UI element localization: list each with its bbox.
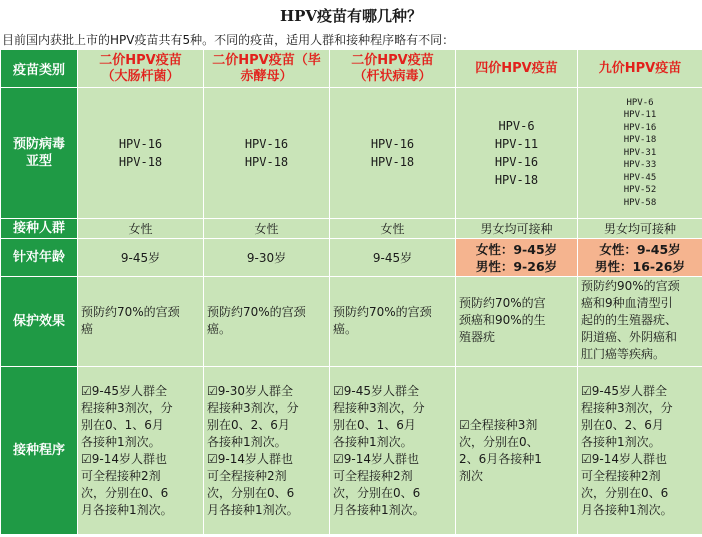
subtypes-cell: HPV-16 HPV-18: [204, 88, 330, 219]
effect-cell: 预防约70%的宫颈 癌。: [330, 277, 456, 367]
age-cell-highlighted: 女性：9-45岁 男性：16-26岁: [578, 239, 702, 277]
population-cell: 女性: [204, 219, 330, 239]
age-cell: 9-45岁: [78, 239, 204, 277]
age-cell-highlighted: 女性：9-45岁 男性：9-26岁: [456, 239, 578, 277]
subtypes-cell: HPV-6 HPV-11 HPV-16 HPV-18: [456, 88, 578, 219]
vaccine-header: 九价HPV疫苗: [578, 50, 702, 88]
schedule-cell: ☑9-45岁人群全 程接种3剂次，分 别在0、1、6月 各接种1剂次。 ☑9-14岁人群也 可全程接种2剂 次，分别在0、6 月各接种1剂次。: [78, 367, 204, 535]
subtypes-cell: HPV-16 HPV-18: [78, 88, 204, 219]
population-cell: 男女均可接种: [578, 219, 702, 239]
population-cell: 女性: [330, 219, 456, 239]
vaccine-header: 二价HPV疫苗 （杆状病毒）: [330, 50, 456, 88]
subtypes-row: [1, 88, 702, 219]
page-title: HPV疫苗有哪几种？: [279, 7, 423, 25]
schedule-cell: ☑9-45岁人群全 程接种3剂次，分 别在0、1、6月 各接种1剂次。 ☑9-14岁人群也 可全程接种2剂 次，分别在0、6 月各接种1剂次。: [330, 367, 456, 535]
row-label-effect: 保护效果: [1, 277, 78, 367]
age-cell: 9-30岁: [204, 239, 330, 277]
schedule-cell: ☑9-45岁人群全 程接种3剂次，分 别在0、2、6月 各接种1剂次。 ☑9-14岁人群也 可全程接种2剂 次，分别在0、6 月各接种1剂次。: [578, 367, 702, 535]
effect-row: [1, 277, 702, 367]
vaccine-header: 二价HPV疫苗（毕 赤酵母）: [204, 50, 330, 88]
effect-cell: 预防约90%的宫颈 癌和9种血清型引 起的的生殖器疣、 阴道癌、外阴癌和 肛门癌等疾病。: [578, 277, 702, 367]
effect-cell: 预防约70%的宫颈 癌。: [204, 277, 330, 367]
schedule-cell: ☑9-30岁人群全 程接种3剂次，分 别在0、2、6月 各接种1剂次。 ☑9-14岁人群也 可全程接种2剂 次，分别在0、6 月各接种1剂次。: [204, 367, 330, 535]
vaccine-header: 二价HPV疫苗 （大肠杆菌）: [78, 50, 204, 88]
intro-text: 目前国内获批上市的HPV疫苗共有5种。不同的疫苗，适用人群和接种程序略有不同：: [2, 33, 455, 47]
schedule-cell: ☑全程接种3剂 次，分别在0、 2、6月各接种1 剂次: [456, 367, 578, 535]
corner-label: 疫苗类别: [1, 50, 78, 88]
population-cell: 男女均可接种: [456, 219, 578, 239]
vaccine-header: 四价HPV疫苗: [456, 50, 578, 88]
population-cell: 女性: [78, 219, 204, 239]
population-row: [1, 219, 702, 239]
age-cell: 9-45岁: [330, 239, 456, 277]
hpv-vaccine-table: [0, 49, 702, 535]
subtypes-cell: HPV-16 HPV-18: [330, 88, 456, 219]
age-row: [1, 239, 702, 277]
effect-cell: 预防约70%的宫 颈癌和90%的生 殖器疣: [456, 277, 578, 367]
row-label-population: 接种人群: [1, 219, 78, 239]
row-label-age: 针对年龄: [1, 239, 78, 277]
schedule-row: [1, 367, 702, 535]
row-label-subtypes: 预防病毒 亚型: [1, 88, 78, 219]
effect-cell: 预防约70%的宫颈 癌: [78, 277, 204, 367]
row-label-schedule: 接种程序: [1, 367, 78, 535]
vaccine-header-row: [1, 50, 702, 88]
subtypes-cell: HPV-6 HPV-11 HPV-16 HPV-18 HPV-31 HPV-33 HPV-45 HPV-52 HPV-58: [578, 88, 702, 219]
